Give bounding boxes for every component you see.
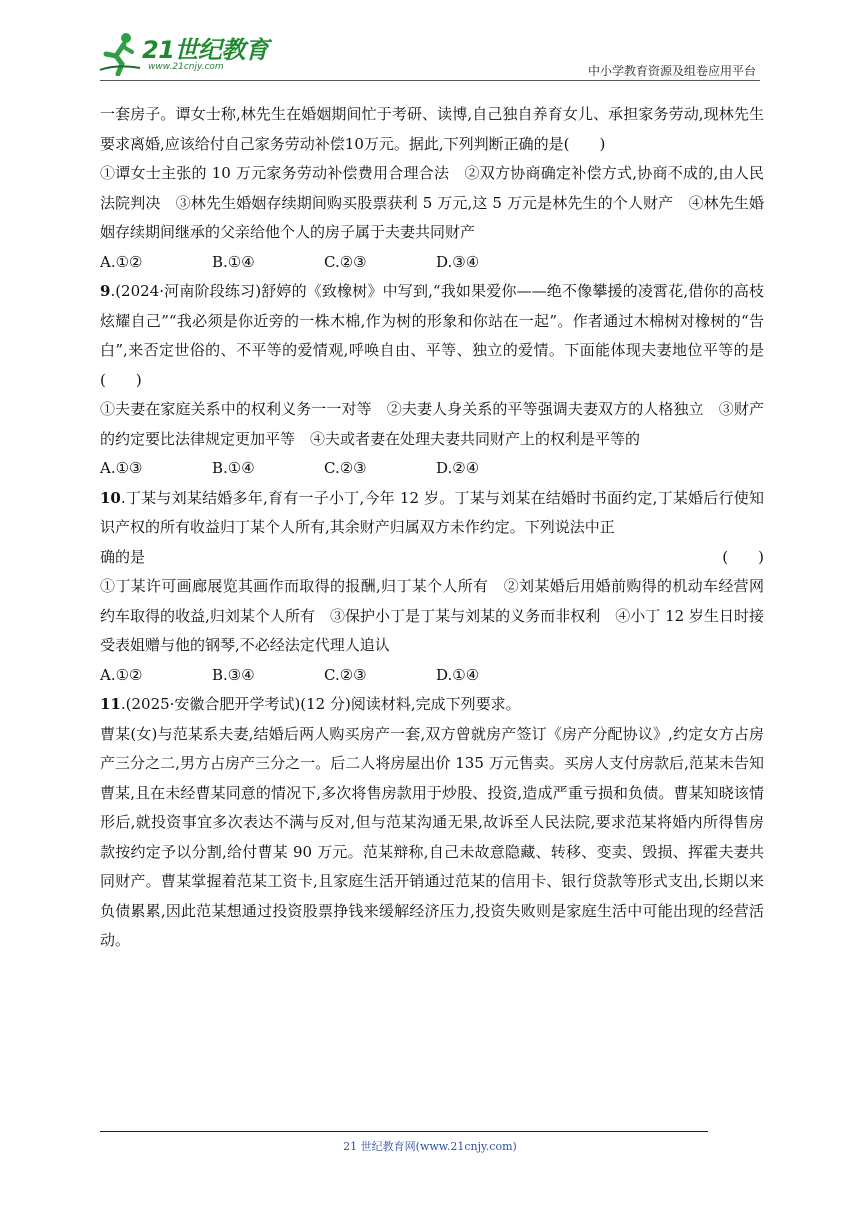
q10-stem <box>100 484 764 543</box>
option-a[interactable]: A.①③ <box>100 459 143 477</box>
q9-number: 9 <box>100 282 111 300</box>
option-b[interactable]: B.①④ <box>212 252 255 271</box>
q8-stem: 一套房子。谭女士称,林先生在婚姻期间忙于考研、读博,自己独自养育女儿、承担家务劳动,现林先生要求离婚,应该给付自己家务劳动补偿10万元。据此,下列判断正确的是( ) <box>100 105 764 153</box>
q8-options <box>100 248 764 278</box>
option-d[interactable]: D.①④ <box>436 665 480 684</box>
footer-link[interactable]: 21 世纪教育网(www.21cnjy.com) <box>343 1140 517 1153</box>
option-c[interactable]: C.②③ <box>324 252 367 271</box>
q10-number: 10 <box>100 488 121 507</box>
option-c[interactable]: C.②③ <box>324 665 367 684</box>
platform-title: 中小学教育资源及组卷应用平台 <box>587 64 756 78</box>
q10-stem-end <box>100 543 764 573</box>
q8-statements: ①谭女士主张的 10 万元家务劳动补偿费用合理合法 ②双方协商确定补偿方式,协商不成的,由人民法院判决 ③林先生婚姻存续期间购买股票获利 5 万元,这 5 万元是林先生的个人财产 ④林先生婚姻存续期间继承的父亲给他个人的房子属于夫妻共同财产 <box>100 164 764 241</box>
q10-statements: ①丁某许可画廊展览其画作而取得的报酬,归丁某个人所有 ②刘某婚后用婚前购得的机动车经营网约车取得的收益,归刘某个人所有 ③保护小丁是丁某与刘某的义务而非权利 ④小丁 12 岁生日时接受表姐赠与他的钢琴,不必经法定代理人追认 <box>100 577 764 654</box>
q11-number: 11 <box>100 695 121 713</box>
runner-logo-icon <box>96 30 142 76</box>
q11-stem-text: .(2025·安徽合肥开学考试)(12 分)阅读材料,完成下列要求。 <box>120 695 521 713</box>
logo[interactable] <box>96 30 296 80</box>
option-d[interactable]: D.②④ <box>436 459 480 477</box>
question-11 <box>100 690 764 956</box>
question-9 <box>100 277 764 484</box>
question-8 <box>100 100 764 277</box>
option-b[interactable]: B.①④ <box>212 459 255 477</box>
logo-url: www.21cnjy.com <box>148 62 224 72</box>
option-a[interactable]: A.①② <box>100 252 143 271</box>
q10-stem-end-text: 确的是 <box>100 547 146 566</box>
q9-statements: ①夫妻在家庭关系中的权利义务一一对等 ②夫妻人身关系的平等强调夫妻双方的人格独立 ③财产的约定要比法律规定更加平等 ④夫或者妻在处理夫妻共同财产上的权利是平等的 <box>100 400 764 448</box>
q11-stem <box>100 690 764 720</box>
q11-material: 曹某(女)与范某系夫妻,结婚后两人购买房产一套,双方曾就房产签订《房产分配协议》,约定女方占房产三分之二,男方占房产三分之一。后二人将房屋出价 135 万元售卖。买房人支付房款后,范某未告知曹某,且在未经曹某同意的情况下,多次将售房款用于炒股、投资,造成严重亏损和负债。曹某知晓该情形后,就投资事宜多次表达不满与反对,但与范某沟通无果,故诉至人民法院,要求范某将婚内所得售房款按约定予以分割,给付曹某 90 万元。范某辩称,自己未故意隐藏、转移、变卖、毁损、挥霍夫妻共同财产。曹某掌握着范某工资卡,且家庭生活开销通过范某的信用卡、银行贷款等形式支出,长期以来负债累累,因此范某想通过投资股票挣钱来缓解经济压力,投资失败则是家庭生活中可能出现的经营活动。 <box>100 724 764 949</box>
footer-divider <box>100 1131 708 1132</box>
q10-stem-text: .丁某与刘某结婚多年,育有一子小丁,今年 12 岁。丁某与刘某在结婚时书面约定,丁某婚后行使知识产权的所有收益归丁某个人所有,其余财产归属双方未作约定。下列说法中正 <box>100 488 764 536</box>
header-divider <box>100 80 760 81</box>
q9-stem <box>100 277 764 395</box>
q9-stem-text: .(2024·河南阶段练习)舒婷的《致橡树》中写到,“我如果爱你——绝不像攀援的凌霄花,借你的高枝炫耀自己”“我必须是你近旁的一株木棉,作为树的形象和你站在一起”。作者通过木棉树对橡树的“告白”,来否定世俗的、不平等的爱情观,呼唤自由、平等、独立的爱情。下面能体现夫妻地位平等的是( ) <box>100 282 764 389</box>
option-a[interactable]: A.①② <box>100 665 143 684</box>
option-c[interactable]: C.②③ <box>324 459 367 477</box>
logo-text: 21世纪教育 <box>142 36 269 64</box>
question-10 <box>100 484 764 691</box>
q10-options <box>100 661 764 691</box>
option-b[interactable]: B.③④ <box>212 665 255 684</box>
option-d[interactable]: D.③④ <box>436 252 480 271</box>
answer-bracket: ( ) <box>722 547 764 566</box>
question-content <box>100 100 764 956</box>
q9-options <box>100 454 764 484</box>
page-header <box>0 0 860 80</box>
